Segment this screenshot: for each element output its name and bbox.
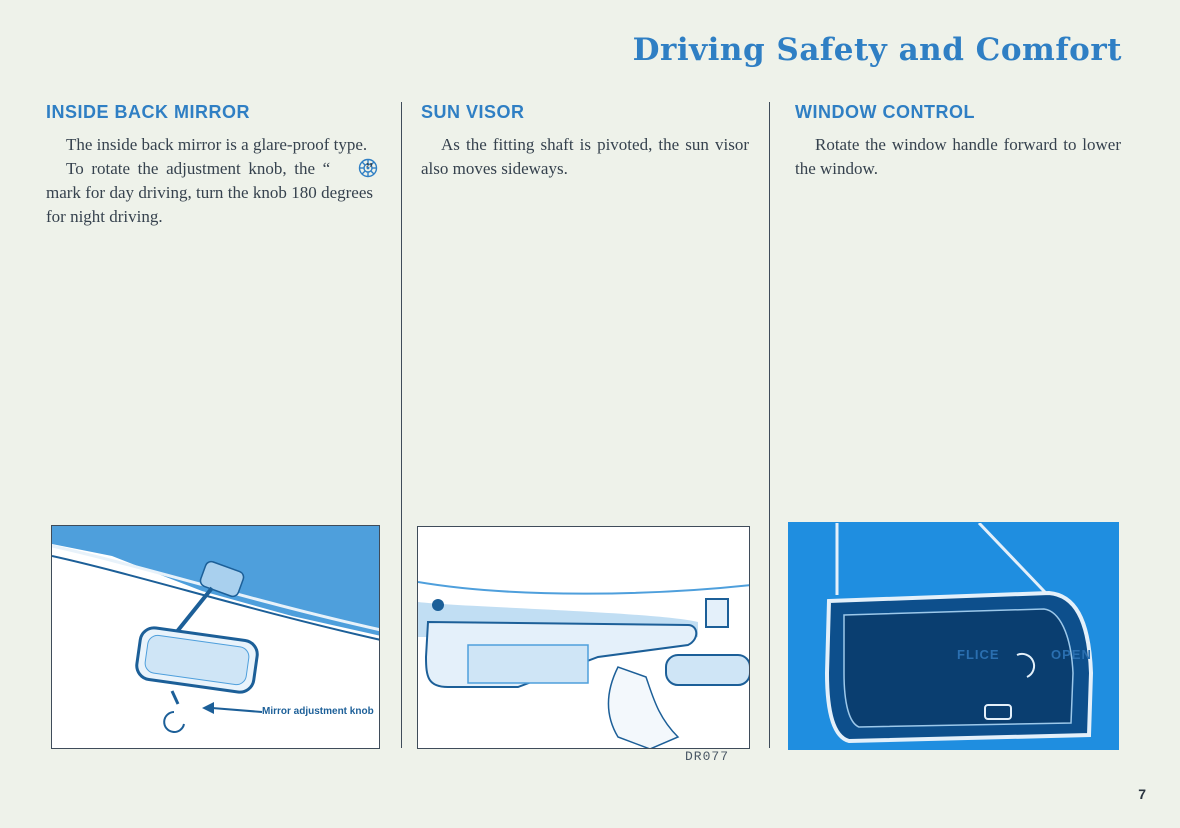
section-inside-back-mirror <box>46 102 373 229</box>
visor-figure-code: DR077 <box>685 749 730 764</box>
section-heading: SUN VISOR <box>421 102 525 122</box>
visor-paragraph-1: As the fitting shaft is pivoted, the sun visor also moves sideways. <box>421 135 749 178</box>
visor-drawing <box>418 527 750 749</box>
mirror-paragraph-2a: To rotate the adjustment knob, the “ <box>66 159 331 178</box>
section-heading: INSIDE BACK MIRROR <box>46 102 251 122</box>
section-heading: WINDOW CONTROL <box>795 102 975 122</box>
mirror-paragraph-2b: ” mark for day driving, turn the knob 180 degrees for night driving. <box>46 159 373 226</box>
window-paragraph-1: Rotate the window handle forward to lower the window. <box>795 135 1121 178</box>
window-illustration <box>788 522 1119 750</box>
sun-gear-icon <box>338 158 358 178</box>
sun-visor-illustration <box>417 526 750 749</box>
page-number: 7 <box>1138 786 1146 802</box>
column-divider-left <box>401 102 402 748</box>
section-window-control <box>795 102 1121 181</box>
mirror-paragraph-1: The inside back mirror is a glare-proof type. <box>66 135 368 154</box>
window-label-right: OPEN <box>1051 647 1092 662</box>
column-divider-right <box>769 102 770 748</box>
window-label-left: FLICE <box>957 647 1000 662</box>
mirror-paragraph-2 <box>46 157 373 229</box>
mirror-illustration <box>51 525 380 749</box>
page-title: Driving Safety and Comfort <box>632 32 1122 68</box>
window-drawing <box>789 523 1119 750</box>
mirror-knob-label: Mirror adjustment knob <box>262 706 374 717</box>
section-sun-visor <box>421 102 749 181</box>
